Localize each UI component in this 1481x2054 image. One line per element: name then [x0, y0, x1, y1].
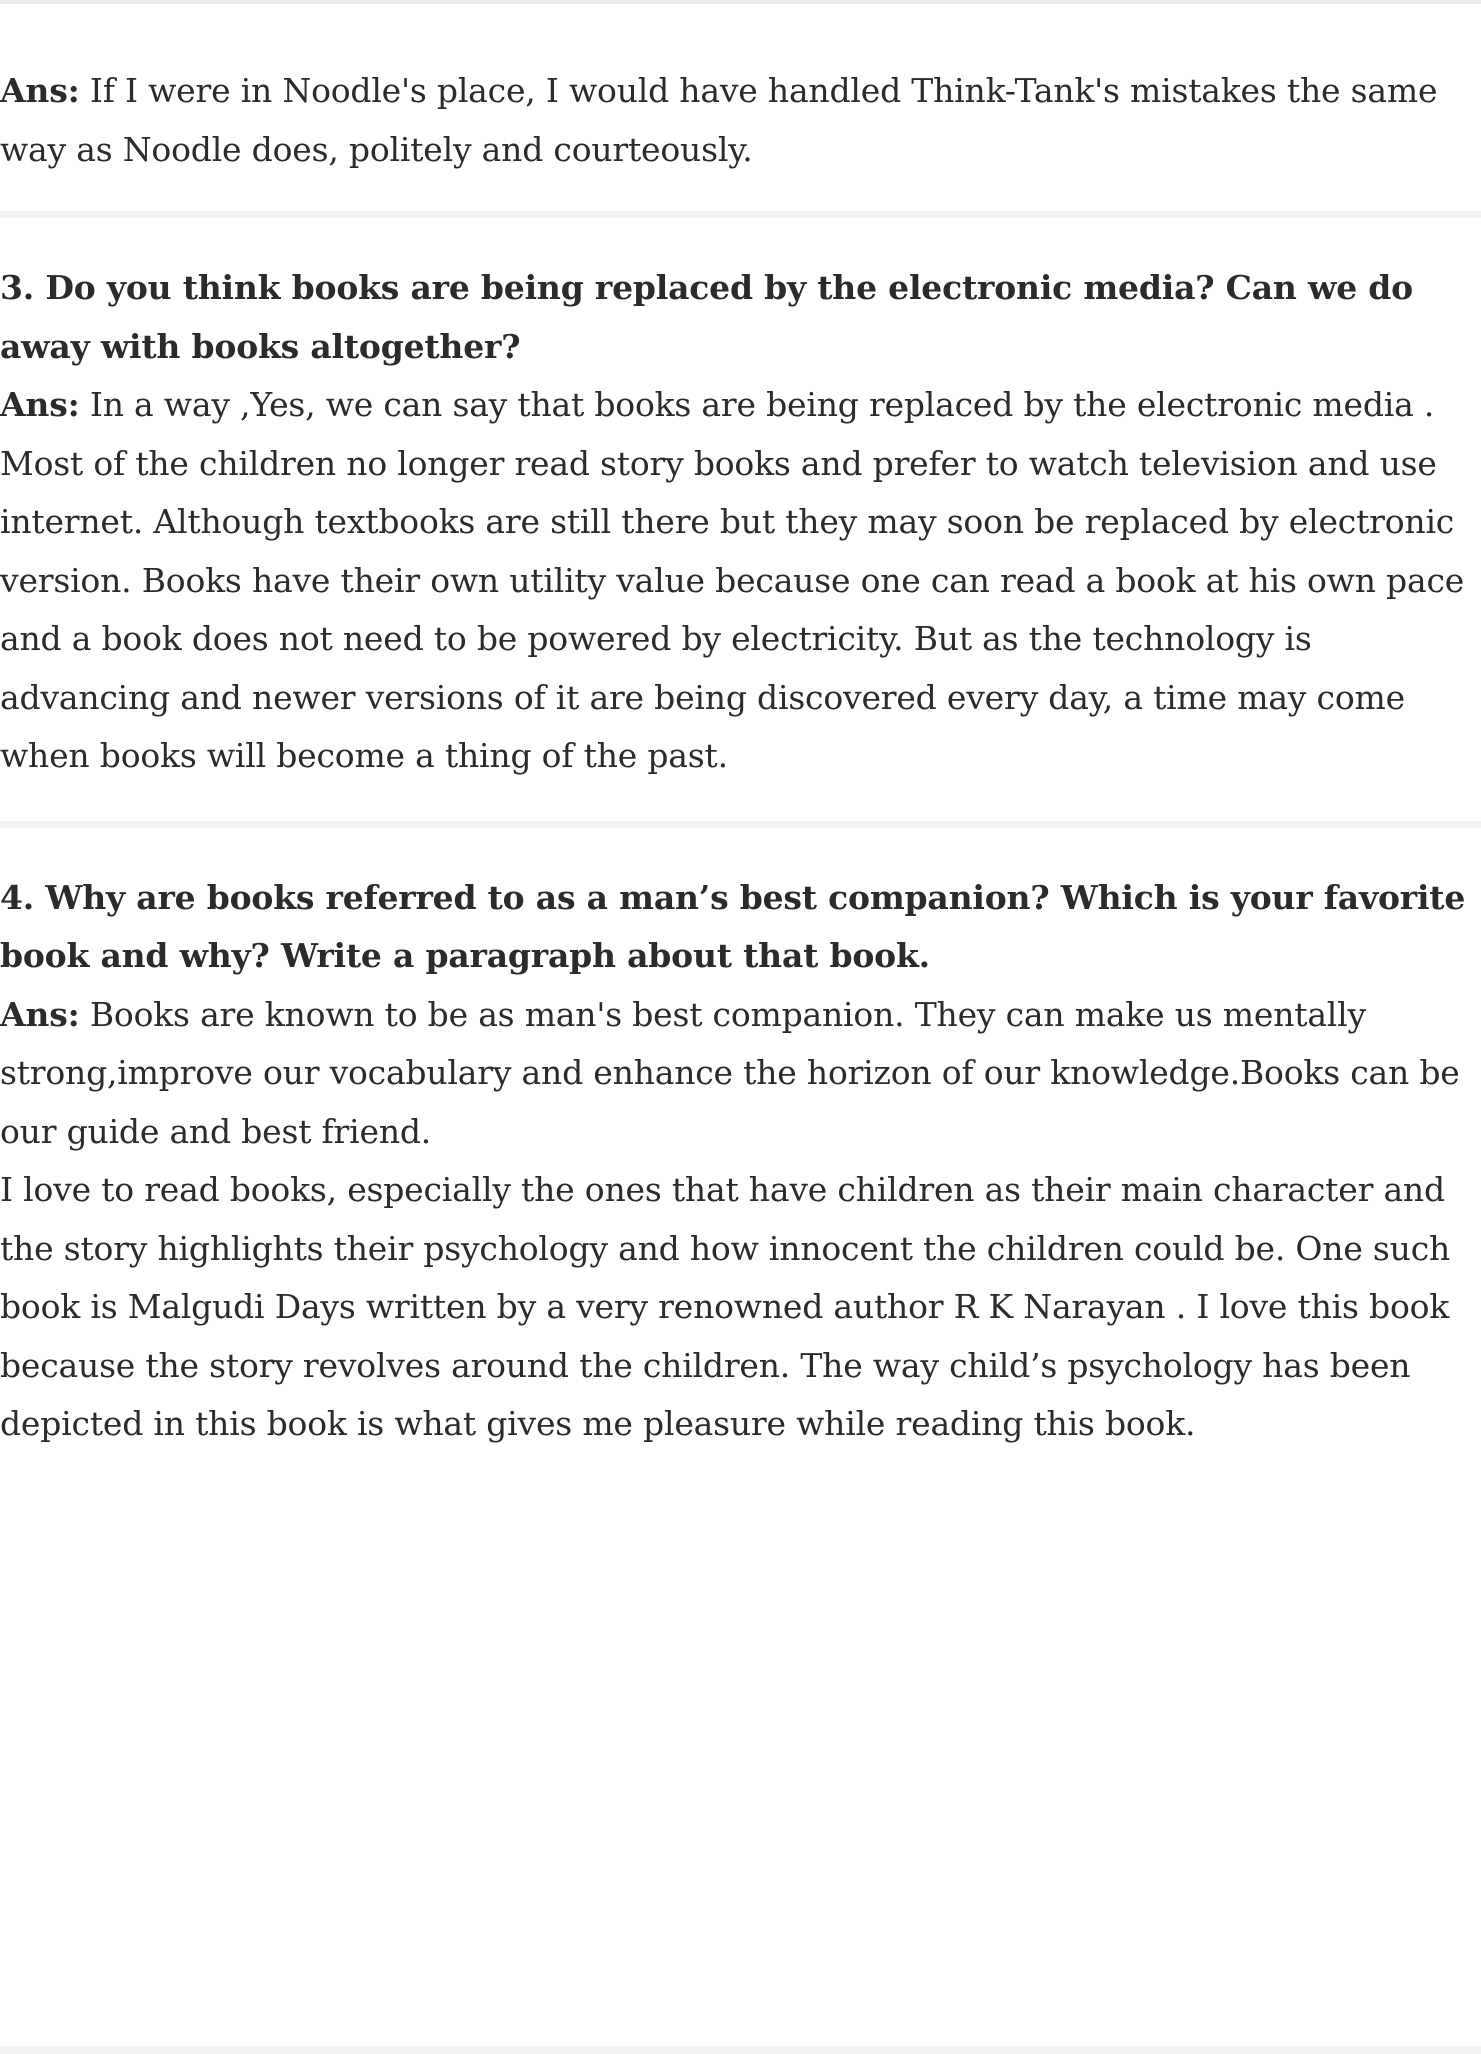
answer-paragraph	[0, 62, 1481, 179]
question-text: 3. Do you think books are being replaced by the electronic media? Can we do away with books altogether?	[0, 268, 1413, 366]
question-text: 4. Why are books referred to as a man’s best companion? Which is your favorite book and why? Write a paragraph about that book.	[0, 877, 1466, 975]
question-block-4	[0, 869, 1481, 1454]
section-divider	[0, 821, 1481, 828]
answer-paragraph	[0, 376, 1481, 786]
answer-block-2	[0, 62, 1481, 211]
answer-text: If I were in Noodle's place, I would have handled Think-Tank's mistakes the same way as Noodle does, politely and courteously.	[0, 71, 1438, 169]
answer-text: In a way ,Yes, we can say that books are being replaced by the electronic media . Most of the children no longer read story books and prefer to watch television and use internet. Although textbooks are still there but they may soon be replaced by electronic version. Books have their own utility value because one can read a book at his own pace and a book does not need to be powered by electricity. But as the technology is advancing and newer versions of it are being discovered every day, a time may come when books will become a thing of the past.	[0, 385, 1465, 775]
answer-label: Ans:	[0, 71, 80, 110]
answer-label: Ans:	[0, 385, 80, 424]
answer-paragraph	[0, 986, 1481, 1162]
answer-text: Books are known to be as man's best companion. They can make us mentally strong,improve our vocabulary and enhance the horizon of our knowledge.Books can be our guide and best friend.	[0, 994, 1460, 1151]
answer-paragraph-2: I love to read books, especially the ones that have children as their main character and the story highlights their psychology and how innocent the children could be. One such book is Malgudi Days written by a very renowned author R K Narayan . I love this book because the story revolves around the children. The way child’s psychology has been depicted in this book is what gives me pleasure while reading this book.	[0, 1170, 1451, 1443]
bottom-divider	[0, 2046, 1481, 2054]
top-divider	[0, 0, 1481, 4]
document-body	[0, 62, 1481, 1454]
section-divider	[0, 211, 1481, 218]
question-block-3	[0, 259, 1481, 821]
answer-label: Ans:	[0, 994, 80, 1034]
